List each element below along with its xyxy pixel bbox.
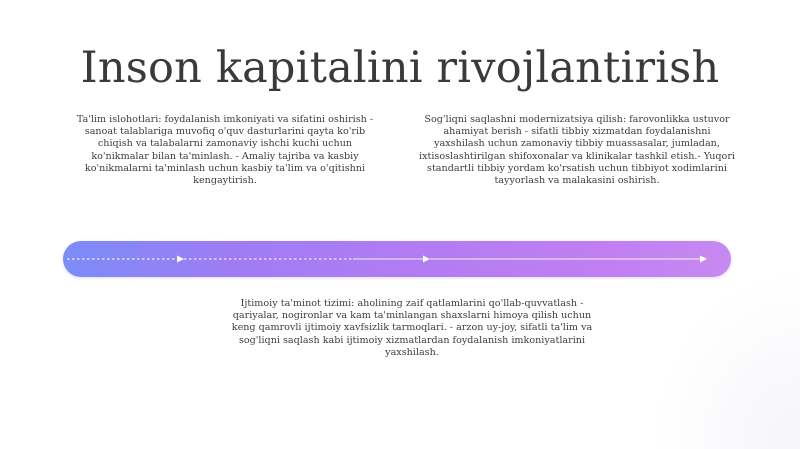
timeline-arrow-line [63,241,731,277]
arrow-right-icon [177,256,184,263]
arrow-right-icon [423,256,430,263]
text-block-education: Ta'lim islohotlari: foydalanish imkoniyati va sifatini oshirish - sanoat talablariga muvofiq o'quv dasturlarini qayta ko'rib chiqish va talabalarni zamonaviy ishchi kuchi uchun ko'nikmalar bilan ta'minlash. - Amaliy tajriba va kasbiy ko'nikmalarni ta'minlash uchun kasbiy ta'lim va o'qitishni kengaytirish. [76,114,374,187]
text-block-social-welfare: Ijtimoiy ta'minot tizimi: aholining zaif qatlamlarini qo'llab-quvvatlash - qariyalar, nogironlar va kam ta'minlangan shaxslarni himoya qilish uchun keng qamrovli ijtimoiy xavfsizlik tarmoqlari. - arzon uy-joy, sifatli ta'lim va sog'liqni saqlash kabi ijtimoiy xizmatlardan foydalanish imkoniyatlarini yaxshilash. [231,298,593,358]
slide-title: Inson kapitalini rivojlantirish [80,42,720,93]
arrow-right-icon [700,256,707,263]
text-block-healthcare: Sog'liqni saqlashni modernizatsiya qilish: farovonlikka ustuvor ahamiyat berish - sifatli tibbiy xizmatdan foydalanishni yaxshilash uchun zamonaviy tibbiy muassasalar, jumladan, ixtisoslashtirilgan shifoxonalar va klinikalar tashkil etish.- Yuqori standartli tibbiy yordam ko'rsatish uchun tibbiyot xodimlarini tayyorlash va malakasini oshirish. [419,114,735,187]
background-shade [650,269,800,449]
